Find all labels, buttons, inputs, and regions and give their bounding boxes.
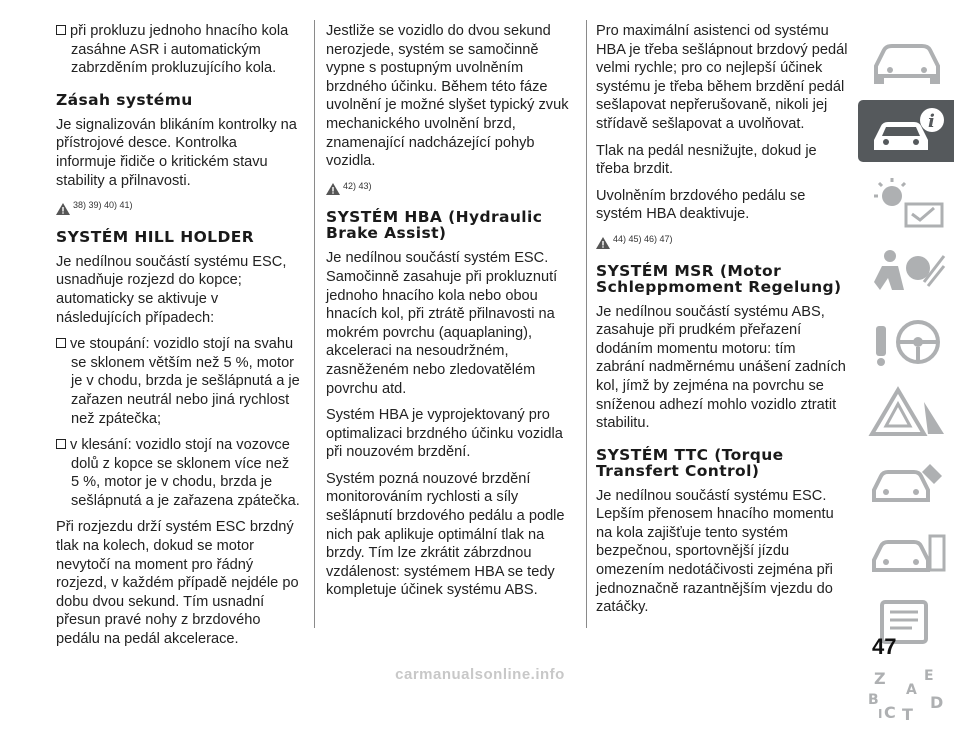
paragraph: Systém HBA je vyprojektovaný pro optimalizaci brzdného účinku vozidla při nouzovém brzdění.: [326, 407, 563, 461]
chapter-sidebar: [858, 30, 958, 730]
paragraph: Jestliže se vozidlo do dvou sekund nerozjede, systém se samočinně vypne s postupným uvolněním brzdného účinku. Během této fáze uvolnění je možné slyšet typický zvuk mechanického uvolnění brzd, znamenající nadcházející pohyb vozidla.: [326, 23, 569, 170]
index-letter: I: [878, 707, 883, 721]
warning-triangle-icon: [326, 183, 340, 195]
paragraph: Při rozjezdu drží systém ESC brzdný tlak na kolech, dokud se motor nevytočí na moment pro řádný rozjezd, v každém případě nejdéle po dobu dvou sekund. Tím usnadní přesun pravé nohy z brzdového pedálu na pedál akcelerace.: [56, 519, 299, 648]
lights-icon: [868, 176, 946, 228]
tab-maintenance[interactable]: [858, 450, 954, 512]
tab-safety[interactable]: [858, 240, 954, 302]
list-item: v klesání: vozidlo stojí na vozovce dolů z kopce se sklonem více než 5 %, motor je v chodu, brzda je sešlápnutá a je zařazena zpátečka.: [56, 436, 300, 510]
heading-hba: SYSTÉM HBA (Hydraulic Brake Assist): [326, 208, 543, 243]
warning-triangle-icon: [56, 203, 70, 215]
heading-msr: SYSTÉM MSR (Motor Schleppmoment Regelung): [596, 261, 842, 296]
index-letter: T: [902, 705, 913, 722]
heading-zasah: Zásah systému: [56, 90, 193, 109]
tab-dashboard[interactable]: [858, 30, 954, 92]
list-item: ve stoupání: vozidlo stojí na svahu se sklonem větším než 5 %, motor je v chodu, brzda je sešlápnutá a je zařazen neutrál nebo jiná rychlost než zpátečka;: [56, 335, 300, 428]
tab-technical-data[interactable]: [858, 520, 954, 582]
heading-hill-holder: SYSTÉM HILL HOLDER: [56, 227, 255, 246]
index-letter: D: [930, 693, 944, 712]
heading-ttc: SYSTÉM TTC (Torque Transfert Control): [596, 445, 784, 480]
warning-reference: 42) 43): [326, 177, 576, 196]
tab-lights[interactable]: [858, 170, 954, 232]
paragraph: Pro maximální asistenci od systému HBA je třeba sešlápnout brzdový pedál velmi rychle; pro co nejlepší účinek systému je třeba během brzdění pedál sešlapovat nepřerušovaně, nikoli jej střídavě sešlapovat a uvolňovat.: [596, 23, 848, 132]
index-letter: C: [884, 703, 896, 722]
column-divider: [314, 20, 315, 628]
warning-reference: 38) 39) 40) 41): [56, 196, 300, 215]
paragraph: Je nedílnou součástí systému ABS, zasahuje při prudkém přeřazení dodáním momentu motoru: tím zabrání nadměrnému unášení zadních kol, jímž by zejména na povrchu se sníženou adhezí mohlo vozidlo ztratit stabilitu.: [596, 303, 846, 432]
page-number: 47: [872, 634, 897, 659]
airbag-icon: [868, 246, 946, 298]
steering-icon: [868, 316, 946, 368]
checkbox-bullet-icon: [56, 338, 66, 348]
car-tools-icon: [868, 456, 946, 508]
paragraph: Je nedílnou součástí systému ESC. Lepším přenosem hnacího momentu na kola zajišťuje tento systém bezpečnou, sportovnější jízdu omezením nedotáčivosti zejména při jednoznačně razantnějším vjezdu do zatáčky.: [596, 487, 834, 616]
column-middle: [326, 22, 576, 608]
paragraph: Uvolněním brzdového pedálu se systém HBA deaktivuje.: [596, 187, 806, 223]
column-left: [56, 22, 300, 657]
index-letter: B: [868, 692, 879, 708]
car-dashboard-icon: [868, 36, 946, 86]
paragraph: Je signalizován blikáním kontrolky na přístrojové desce. Kontrolka informuje řidiče o kritickém stavu stability a přilnavosti.: [56, 116, 297, 189]
warning-reference: 44) 45) 46) 47): [596, 230, 848, 249]
footer-watermark: carmanualsonline.info: [395, 666, 565, 683]
car-specs-icon: [868, 526, 946, 578]
paragraph: Systém pozná nouzové brzdění monitorováním rychlosti a síly sešlápnutí brzdového pedálu a podle nich pak aplikuje optimální tlak na brzdy. Tím lze zkrátit zábrzdnou vzdálenost: systémem HBA se tedy kompletuje účinek systému ABS.: [326, 470, 565, 599]
tab-car-info[interactable]: [858, 100, 954, 162]
warning-triangle-icon: [596, 237, 610, 249]
paragraph: Tlak na pedál nesnižujte, dokud je třeba brzdit.: [596, 142, 817, 178]
paragraph: Je nedílnou součástí systém ESC. Samočinně zasahuje při prokluznutí jednoho hnacího kola nebo obou hnacích kol, při ztrátě přilnavosti na mokrém povrchu (aquaplaning), akceleraci na nesoudržném, zasněženém nebo zledovatělém povrchu atd.: [326, 250, 558, 397]
checkbox-bullet-icon: [56, 439, 66, 449]
paragraph: Je nedílnou součástí systému ESC, usnadňuje rozjezd do kopce; automaticky se aktivuje v následujících případech:: [56, 253, 287, 326]
index-letter: A: [906, 682, 917, 698]
checkbox-bullet-icon: [56, 25, 66, 35]
index-letter: Z: [874, 669, 886, 688]
tab-emergency[interactable]: [858, 380, 954, 442]
car-info-icon: [868, 106, 948, 158]
warning-triangle-icon: [868, 386, 946, 438]
column-right: [596, 22, 848, 625]
tab-starting-driving[interactable]: [858, 310, 954, 372]
index-letter: E: [924, 668, 934, 684]
list-item: při prokluzu jednoho hnacího kola zasáhne ASR i automatickým zabrzděním prokluzujícího kola.: [56, 22, 300, 78]
svg-text:i: i: [928, 111, 935, 132]
column-divider: [586, 20, 587, 628]
